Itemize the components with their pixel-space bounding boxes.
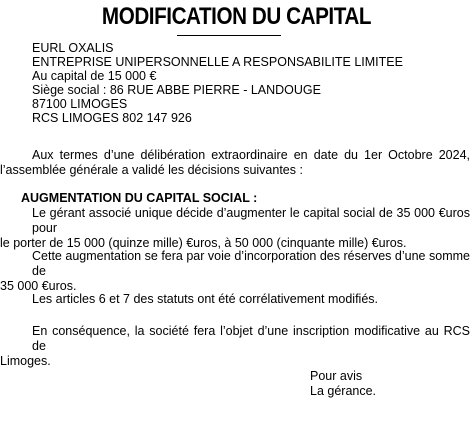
signature-block (310, 369, 376, 399)
title-underline (177, 35, 281, 36)
increase-line-1: Cette augmentation se fera par voie d’incorporation des réserves d’une somme de (32, 249, 470, 278)
increase-paragraph (0, 249, 470, 294)
articles-paragraph (0, 292, 470, 307)
intro-paragraph (0, 148, 470, 178)
decision-line-1: Le gérant associé unique décide d’augmenter le capital social de 35 000 €uros pour (32, 206, 470, 235)
section-heading: AUGMENTATION DU CAPITAL SOCIAL : (21, 191, 258, 205)
company-rcs: RCS LIMOGES 802 147 926 (32, 111, 192, 125)
consequence-line-1: En conséquence, la société fera l’objet d’une inscription modificative au RCS de (32, 324, 470, 353)
signature-line-1: Pour avis (310, 369, 363, 383)
company-address: Siège social : 86 RUE ABBE PIERRE - LANDOUGE (32, 83, 321, 97)
decision-paragraph (0, 206, 470, 251)
increase-line-2: 35 000 €uros. (0, 279, 77, 293)
decision-line-2: le porter de 15 000 (quinze mille) €uros, à 50 000 (cinquante mille) €uros. (0, 236, 407, 250)
consequence-line-2: Limoges. (0, 354, 51, 368)
intro-line-1: Aux termes d’une délibération extraordinaire en date du 1er Octobre 2024, (32, 148, 470, 162)
notice-title: MODIFICATION DU CAPITAL (101, 3, 372, 30)
intro-line-2: l’assemblée générale a validé les décisions suivantes : (0, 163, 303, 177)
company-name: EURL OXALIS (32, 41, 114, 55)
company-form: ENTREPRISE UNIPERSONNELLE A RESPONSABILITE LIMITEE (32, 55, 403, 69)
company-header (32, 41, 403, 125)
signature-line-2: La gérance. (310, 384, 377, 398)
consequence-paragraph (0, 324, 470, 369)
company-capital: Au capital de 15 000 € (32, 69, 157, 83)
articles-line: Les articles 6 et 7 des statuts ont été corrélativement modifiés. (32, 292, 379, 306)
company-city: 87100 LIMOGES (32, 97, 128, 111)
